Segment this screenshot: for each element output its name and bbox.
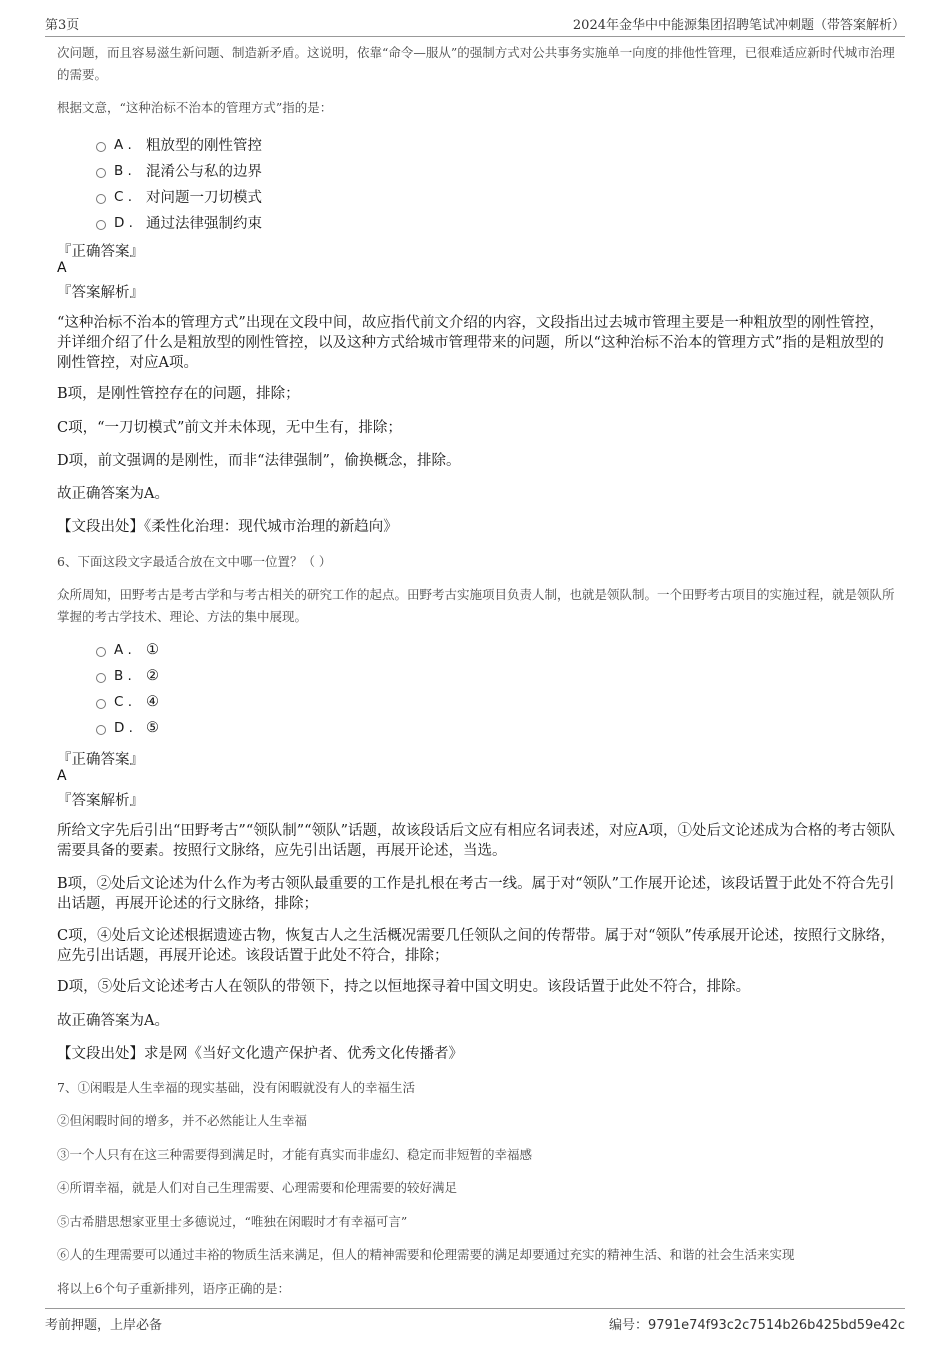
correct-answer: A — [57, 768, 67, 784]
analysis-label: 『答案解析』 — [57, 793, 144, 809]
option-d[interactable]: D . 通过法律强制约束 — [96, 212, 262, 233]
radio-icon[interactable] — [96, 725, 106, 735]
analysis-paragraph: C项，“一刀切模式”前文并未体现，无中生有，排除； — [57, 420, 402, 436]
page-footer — [45, 1308, 905, 1339]
radio-icon[interactable] — [96, 168, 106, 178]
correct-answer-label: 『正确答案』 — [57, 244, 144, 260]
option-c[interactable]: C . 对问题一刀切模式 — [96, 186, 262, 207]
question-6-prompt: 6、下面这段文字最适合放在文中哪一位置？（ ） — [57, 554, 332, 569]
analysis-paragraph: D项，⑤处后文论述考古人在领队的带领下，持之以恒地探寻着中国文明史。该段话置于此处不符合，排除。 — [57, 979, 751, 995]
radio-icon[interactable] — [96, 699, 106, 709]
page-number: 第3页 — [45, 18, 80, 33]
analysis-paragraph: B项，是刚性管控存在的问题，排除； — [57, 386, 300, 402]
radio-icon[interactable] — [96, 194, 106, 204]
question-7-prompt: 将以上6个句子重新排列，语序正确的是： — [57, 1281, 290, 1296]
analysis-paragraph: “这种治标不治本的管理方式”出现在文段中间，故应指代前文介绍的内容，文段指出过去城市管理主要是一种粗放型的刚性管控，并详细介绍了什么是粗放型的刚性管控，以及这种方式给城市管理带来的问题，所以“这种治标不治本的管理方式”指的是粗放型的刚性管控，对应A项。 — [57, 315, 884, 371]
correct-answer-label: 『正确答案』 — [57, 752, 144, 768]
sentence-6: ⑥人的生理需要可以通过丰裕的物质生活来满足，但人的精神需要和伦理需要的满足却要通过充实的精神生活、和谐的社会生活来实现 — [57, 1247, 795, 1262]
analysis-paragraph: D项，前文强调的是刚性，而非“法律强制”，偷换概念，排除。 — [57, 453, 461, 469]
option-a[interactable]: A . ① — [96, 642, 159, 658]
sentence-5: ⑤古希腊思想家亚里士多德说过，“唯独在闲暇时才有幸福可言” — [57, 1214, 408, 1229]
question-6-passage: 众所周知，田野考古是考古学和与考古相关的研究工作的起点。田野考古实施项目负责人制，也就是领队制。一个田野考古项目的实施过程，就是领队所掌握的考古学技术、理论、方法的集中展现。 — [57, 587, 895, 624]
radio-icon[interactable] — [96, 142, 106, 152]
passage-source: 【文段出处】求是网《当好文化遗产保护者、优秀文化传播者》 — [57, 1046, 463, 1062]
correct-answer: A — [57, 260, 67, 276]
radio-icon[interactable] — [96, 220, 106, 230]
document-title: 2024年金华中中能源集团招聘笔试冲刺题（带答案解析） — [572, 18, 905, 33]
analysis-conclusion: 故正确答案为A。 — [57, 1013, 169, 1029]
sentence-3: ③一个人只有在这三种需要得到满足时，才能有真实而非虚幻、稳定而非短暂的幸福感 — [57, 1147, 533, 1162]
page-header — [45, 0, 905, 37]
passage-tail: 次问题，而且容易滋生新问题、制造新矛盾。这说明，依靠“命令—服从”的强制方式对公共事务实施单一向度的排他性管理，已很难适应新时代城市治理的需要。 — [57, 45, 895, 82]
analysis-paragraph: C项，④处后文论述根据遗迹古物，恢复古人之生活概况需要几任领队之间的传帮带。属于对“领队”传承展开论述，按照行文脉络，应先引出话题，再展开论述。该段话置于此处不符合，排除； — [57, 928, 895, 964]
analysis-label: 『答案解析』 — [57, 285, 144, 301]
option-d[interactable]: D . ⑤ — [96, 720, 159, 736]
sentence-1: 7、①闲暇是人生幸福的现实基础，没有闲暇就没有人的幸福生活 — [57, 1080, 415, 1095]
option-c[interactable]: C . ④ — [96, 694, 159, 710]
analysis-paragraph: 所给文字先后引出“田野考古”“领队制”“领队”话题，故该段话后文应有相应名词表述，对应A项，①处后文论述成为合格的考古领队需要具备的要素。按照行文脉络，应先引出话题，再展开论述，当选。 — [57, 823, 895, 859]
radio-icon[interactable] — [96, 647, 106, 657]
analysis-conclusion: 故正确答案为A。 — [57, 486, 169, 502]
option-a[interactable]: A . 粗放型的刚性管控 — [96, 134, 262, 155]
radio-icon[interactable] — [96, 673, 106, 683]
option-b[interactable]: B . ② — [96, 668, 159, 684]
question-5-prompt: 根据文意，“这种治标不治本的管理方式”指的是： — [57, 100, 333, 115]
analysis-paragraph: B项，②处后文论述为什么作为考古领队最重要的工作是扎根在考古一线。属于对“领队”工作展开论述，该段话置于此处不符合先引出话题，再展开论述的行文脉络，排除； — [57, 876, 895, 912]
sentence-2: ②但闲暇时间的增多，并不必然能让人生幸福 — [57, 1113, 308, 1128]
document-code: 编号：9791e74f93c2c7514b26b425bd59e42c — [609, 1318, 905, 1333]
option-b[interactable]: B . 混淆公与私的边界 — [96, 160, 262, 181]
sentence-4: ④所谓幸福，就是人们对自己生理需要、心理需要和伦理需要的较好满足 — [57, 1180, 458, 1195]
passage-source: 【文段出处】《柔性化治理：现代城市治理的新趋向》 — [57, 519, 398, 535]
footer-slogan: 考前押题，上岸必备 — [45, 1318, 163, 1333]
